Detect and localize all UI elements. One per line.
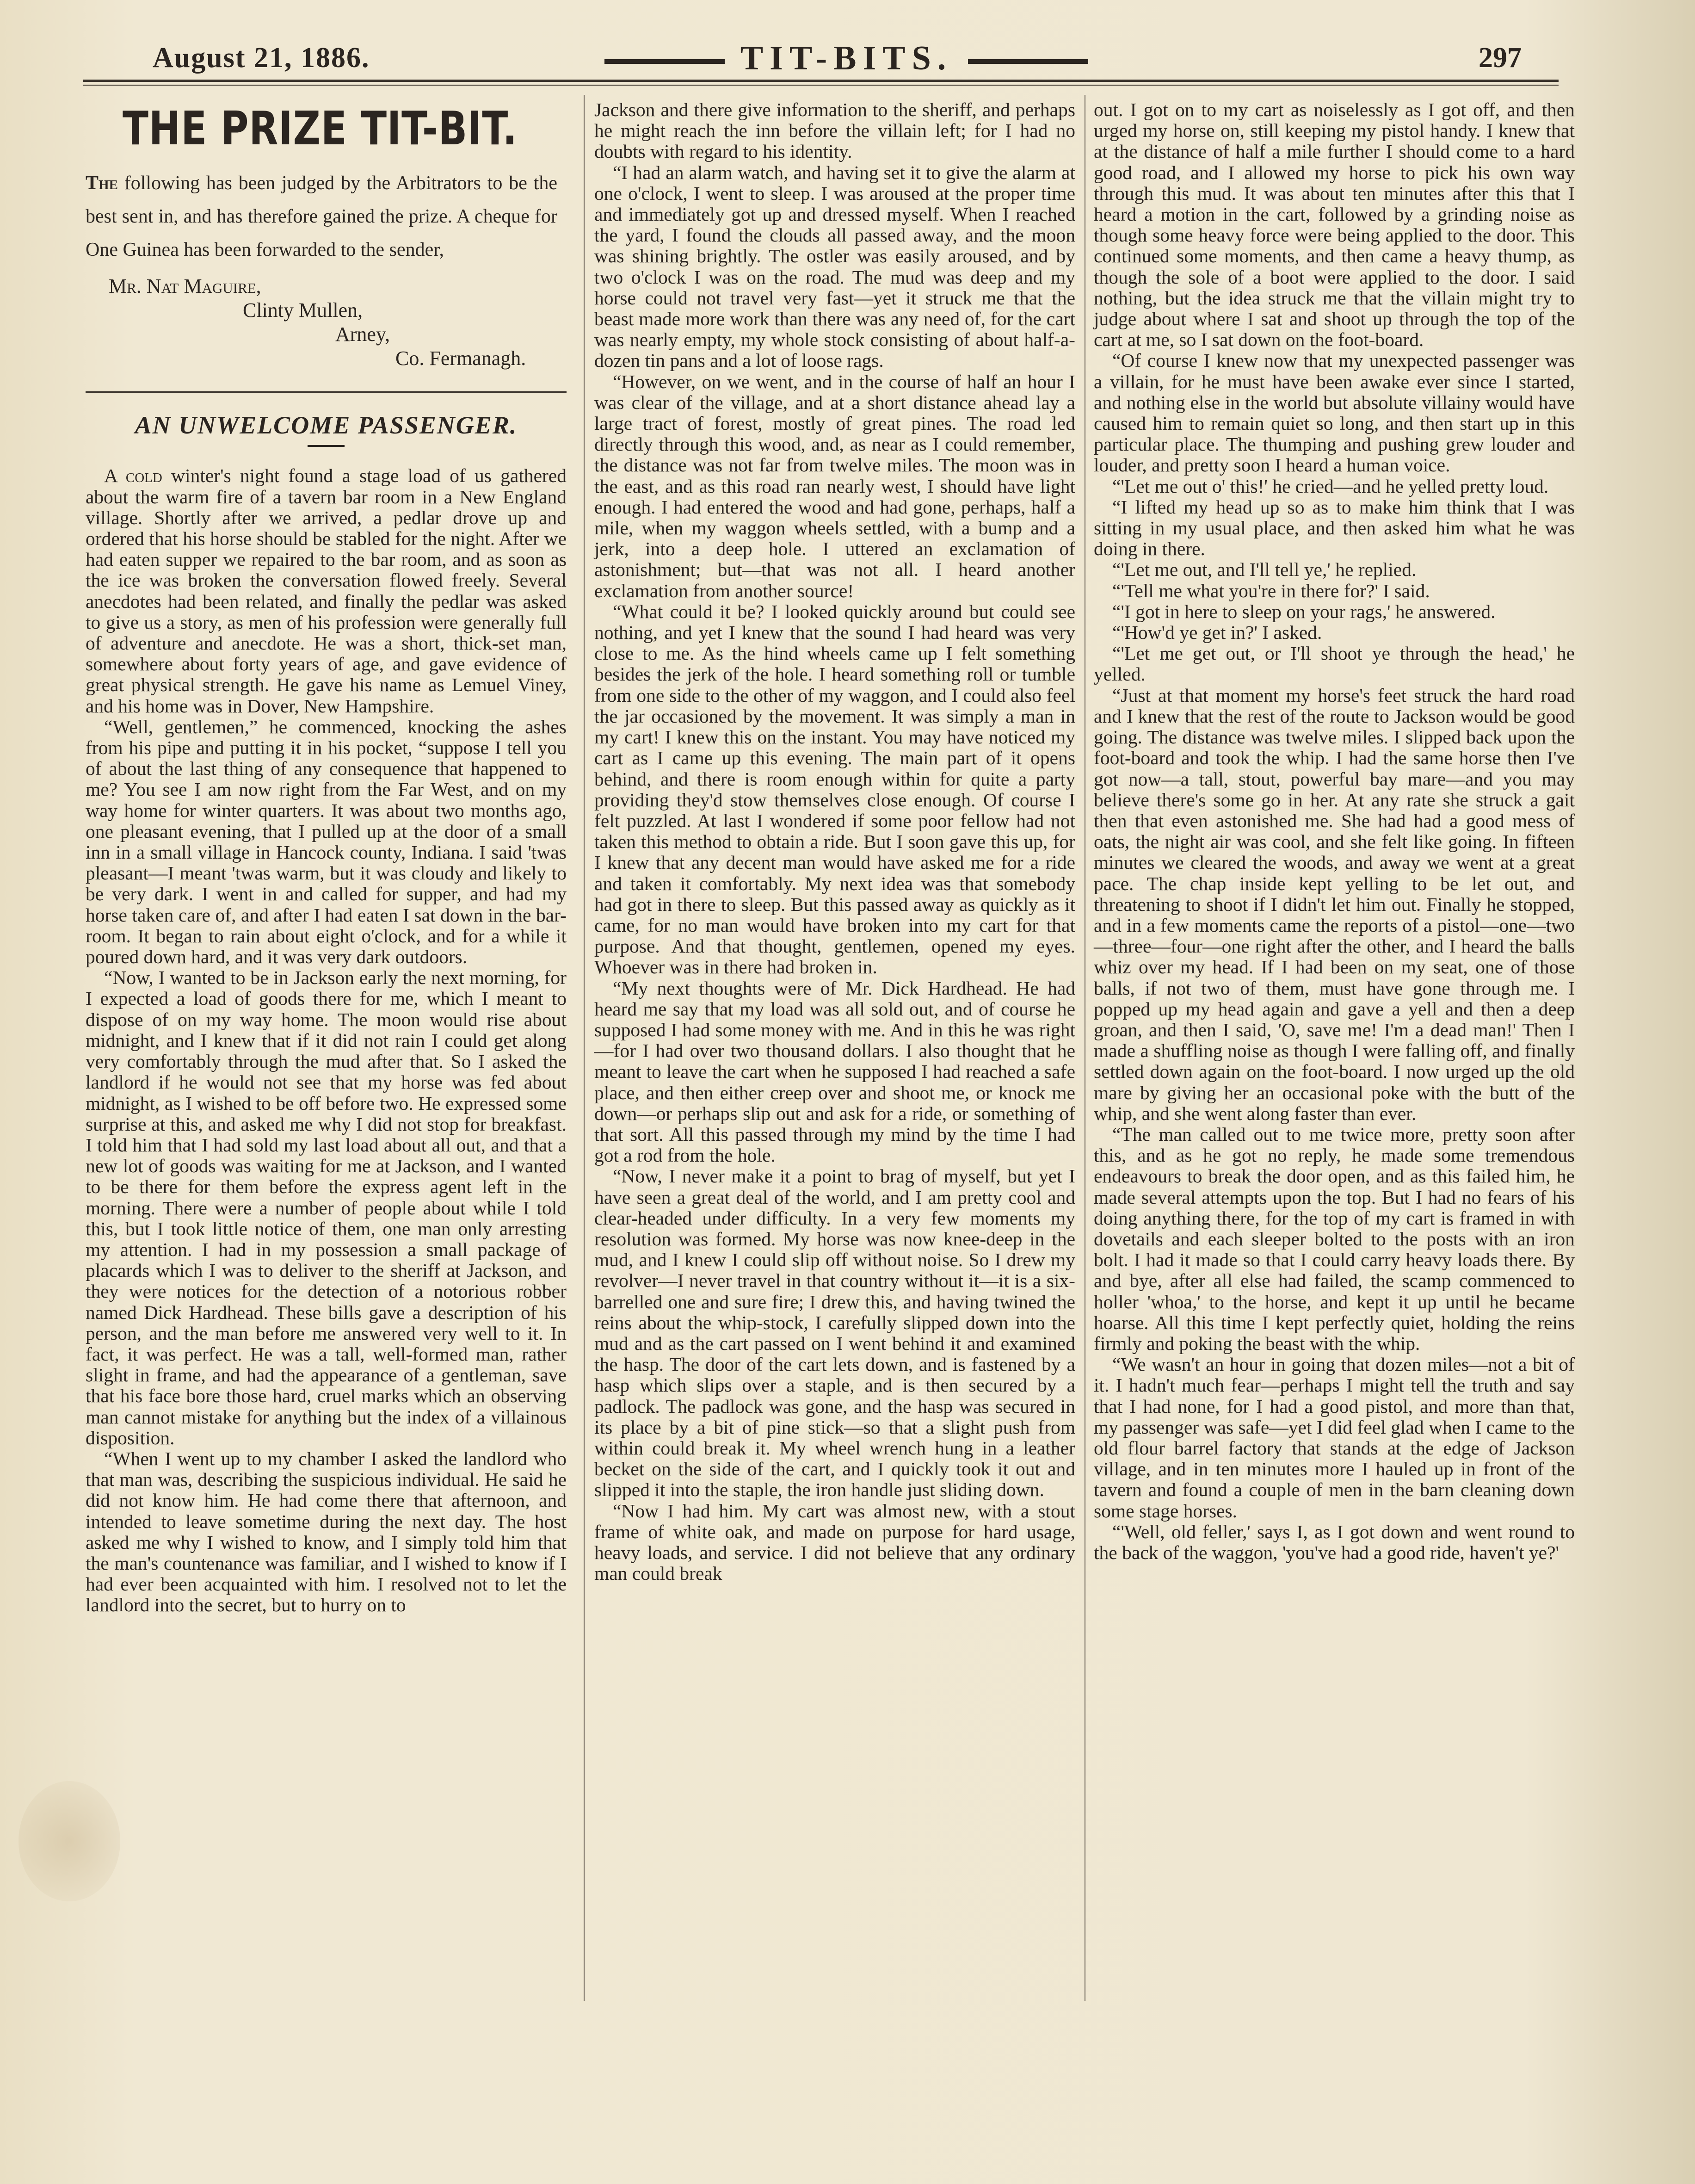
story-paragraph: “We wasn't an hour in going that dozen miles—not a bit of it. I hadn't much fear—perhaps I might tell the truth and say that I had none, for I had a good pistol, and more than that, my passenger was safe—yet I did feel glad when I came to the old flour barrel factory that stands at the edge of Jackson village, and in ten minutes more I hauled up in front of the tavern and found a couple of men in the barn cleaning down some stage horses. <box>1094 1354 1575 1522</box>
story-paragraph: “Now, I never make it a point to brag of myself, but yet I have seen a great deal of the world, and I am pretty cool and clear-headed under difficulty. In a very few moments my resolution was formed. My horse was now knee-deep in the mud, and I knew I could slip off without noise. So I drew my revolver—I never travel in that country without it—it is a six-barrelled one and sure fire; I drew this, and having twined the reins about the whip-stock, I carefully slipped down into the mud and as the cart passed on I went behind it and examined the hasp. The door of the cart lets down, and is fastened by a hasp which slips over a staple, and is then secured by a padlock. The padlock was gone, and the hasp was secured in its place by a bit of pine stick—so that a slight push from within could break it. My wheel wrench hung in a leather becket on the side of the cart, and I quickly took it out and slipped it into the staple, the iron handle just sliding down. <box>594 1165 1075 1501</box>
story-paragraph: “What could it be? I looked quickly around but could see nothing, and yet I knew that the sound I had heard was very close to me. As the hind wheels came up I felt something besides the jerk of the hole. I heard something roll or tumble from one side to the other of my waggon, and I could also feel the jar occasioned by the movement. It was simply a man in my cart! I knew this on the instant. You may have noticed my cart as I came up this evening. The main part of it opens behind, and there is room enough within for quite a party providing they'd stow themselves close enough. Of course I felt puzzled. At last I wondered if some poor fellow had not taken this method to obtain a ride. But I soon gave this up, for I knew that any decent man would have asked me for a ride and taken it comfortably. My next idea was that somebody had got in there to sleep. But this passed away as quickly as it came, for no man would have broken into my cart for that purpose. And that thought, gentlemen, opened my eyes. Whoever was in there had broken in. <box>594 600 1075 978</box>
prize-intro-text: following has been judged by the Arbitrators to be the best sent in, and has therefore gained the prize. A cheque for One Guinea has been forwarded to the sender, <box>86 173 557 261</box>
paper-stain <box>18 1781 120 1901</box>
issue-date: August 21, 1886. <box>153 42 370 74</box>
prize-intro <box>86 167 567 266</box>
prize-heading: THE PRIZE TIT-BIT. <box>123 101 518 155</box>
story-paragraph: Jackson and there give information to the sheriff, and perhaps he might reach the inn before the villain left; for I had no doubts with regard to his identity. <box>594 99 1075 162</box>
column-2 <box>594 99 1075 1584</box>
column-3 <box>1094 99 1575 1563</box>
winner-address-line: Co. Fermanagh. <box>395 347 526 370</box>
story-paragraph: “Now, I wanted to be in Jackson early the next morning, for I expected a load of goods there for me, which I meant to dispose of on my way home. The moon would rise about midnight, and I knew that if it did not rain I could get along very comfortably through the mud after that. So I asked the landlord if he would not see that my horse was fed about midnight, as I wished to be off before two. He expressed some surprise at this, and asked me why I did not stop for breakfast. I told him that I had sold my last load about all out, and that a new lot of goods was waiting for me at Jackson, and I wanted to be there for them before the express agent left in the morning. There were a number of people about while I told this, but I took little notice of them, one man only arresting my attention. I had in my possession a small package of placards which I was to deliver to the sheriff at Jackson, and they were notices for the detection of a notorious robber named Dick Hardhead. These bills gave a description of his person, and the man before me answered very well to it. In fact, it was perfect. He was a tall, well-formed man, rather slight in frame, and had the appearance of a gentleman, save that his face bore those hard, cruel marks which an observing man cannot mistake for anything but the index of a villainous disposition. <box>86 967 567 1448</box>
story-paragraph: “Now I had him. My cart was almost new, with a stout frame of white oak, and made on purpose for hard usage, heavy loads, and service. I did not believe that any ordinary man could break <box>594 1500 1075 1584</box>
winner-address <box>86 266 567 387</box>
story-paragraph: “'Well, old feller,' says I, as I got down and went round to the back of the waggon, 'you've had a good ride, haven't ye?' <box>1094 1521 1575 1564</box>
title-rule <box>308 445 345 447</box>
story-paragraph: “'Let me out, and I'll tell ye,' he replied. <box>1112 559 1417 581</box>
masthead-rule-right <box>968 59 1088 64</box>
masthead <box>153 39 1540 78</box>
story-paragraph: “When I went up to my chamber I asked the landlord who that man was, describing the suspicious individual. He said he did not know him. He had come there that afternoon, and intended to leave sometime during the next day. The host asked me why I wished to know, and I simply told him that the man's countenance was familiar, and I wished to know if I had ever been acquainted with him. I resolved not to let the landlord into the secret, but to hurry on to <box>86 1448 567 1616</box>
story-paragraph: “'Let me get out, or I'll shoot ye through the head,' he yelled. <box>1094 643 1575 685</box>
story-paragraph: “My next thoughts were of Mr. Dick Hardhead. He had heard me say that my load was all sold out, and of course he supposed I had some money with me. And in this he was right—for I had over two thousand dollars. I also thought that he meant to leave the cart when he supposed I had reached a safe place, and then either creep over and shoot me, or knock me down—or perhaps slip out and ask for a ride, or something of that sort. All this passed through my mind by the time I had got a rod from the hole. <box>594 977 1075 1166</box>
section-divider <box>86 391 567 396</box>
story-paragraph: “I had an alarm watch, and having set it to give the alarm at one o'clock, I went to sleep. I was aroused at the proper time and immediately got up and dressed myself. When I reached the yard, I found the clouds all passed away, and the moon was shining brightly. The ostler was easily aroused, and by two o'clock I was on the road. The mud was deep and my horse could not travel very fast—yet it struck me that the beast made more work than there was any need of, for the cart was nearly empty, my whole stock consisting of about half-a-dozen tin pans and a lot of loose rags. <box>594 161 1075 371</box>
story-paragraph: “'How'd ye get in?' I asked. <box>1112 622 1322 643</box>
story-paragraph: “'Let me out o' this!' he cried—and he yelled pretty loud. <box>1112 475 1549 497</box>
story-title: AN UNWELCOME PASSENGER. <box>135 411 518 439</box>
story-paragraph: “'Tell me what you're in there for?' I said. <box>1112 580 1430 601</box>
story-paragraph: “Just at that moment my horse's feet struck the hard road and I knew that the rest of the route to Jackson would be good going. The distance was twelve miles. I slipped back upon the foot-board and took the whip. I had the same horse then I've got now—a tall, stout, powerful bay mare—and you may believe there's some go in her. At any rate she struck a gait then that even astonished me. She had had a good mess of oats, the night air was cool, and she felt like going. In fifteen minutes we cleared the woods, and away we went at a great pace. The chap inside kept yelling to be let out, and threatening to shoot if I didn't let him out. Finally he stopped, and in a few moments came the reports of a pistol—one—two—three—four—one right after the other, and I heard the balls whiz over my head. If I had been on my seat, one of those balls, if not two of them, must have gone through me. I popped up my head again and gave a yell and then a deep groan, and then I said, 'O, save me! I'm a dead man!' Then I made a shuffling noise as though I were falling off, and finally settled down again on the foot-board. I now urged up the old mare by giving her an occasional poke with the butt of the whip, and she went along faster than ever. <box>1094 684 1575 1124</box>
header-rule-thin <box>83 85 1559 86</box>
column-1 <box>86 99 567 1616</box>
column-divider <box>584 95 585 2001</box>
story-paragraph: “I lifted my head up so as to make him think that I was sitting in my usual place, and then asked him what he was doing in there. <box>1094 496 1575 560</box>
page-number: 297 <box>1479 42 1522 74</box>
story-lead-caps: A cold <box>104 465 162 487</box>
prize-intro-lead: The <box>86 173 118 194</box>
winner-address-line: Arney, <box>335 323 390 346</box>
story-paragraph: “However, on we went, and in the course of half an hour I was clear of the village, and at a short distance ahead lay a large tract of forest, mostly of great pines. The road led directly through this wood, and, as near as I could remember, the distance was not far from twelve miles. The moon was in the east, and as this road ran nearly west, I should have light enough. I had entered the wood and had gone, perhaps, half a mile, when my waggon wheels settled, with a bump and a jerk, into a deep hole. I uttered an exclamation of astonishment; but—that was not all. I heard another exclamation from another source! <box>594 371 1075 601</box>
story-paragraph: “The man called out to me twice more, pretty soon after this, and as he got no reply, he made some tremendous endeavours to break the door open, and as this failed him, he made several attempts upon the top. But I had no fears of his doing anything there, for the top of my cart is framed in with dovetails and each sleeper bolted to the posts with an iron bolt. I had it made so that I could carry heavy loads there. By and bye, after all else had failed, the scamp commenced to holler 'whoa,' to the horse, and kept it up until he became hoarse. All this time I kept perfectly quiet, holding the reins firmly and poking the beast with the whip. <box>1094 1123 1575 1354</box>
header-rule <box>83 80 1559 82</box>
winner-name: Mr. Nat Maguire, <box>109 275 261 298</box>
masthead-rule-left <box>604 59 725 64</box>
story-paragraph <box>86 465 567 716</box>
story-paragraph: “Well, gentlemen,” he commenced, knocking the ashes from his pipe and putting it in his pocket, “suppose I tell you of about the last thing of any consequence that happened to me? You see I am now right from the Far West, and on my way home for winter quarters. It was about two months ago, one pleasant evening, that I pulled up at the door of a small inn in a small village in Hancock county, Indiana. I said 'twas pleasant—I meant 'twas warm, but it was cloudy and likely to be very dark. I went in and called for supper, and had my horse taken care of, and after I had eaten I sat down in the bar-room. It began to rain about eight o'clock, and for a while it poured down hard, and it was very dark outdoors. <box>86 716 567 968</box>
story-paragraph: “Of course I knew now that my unexpected passenger was a villain, for he must have been awake ever since I started, and nothing else in the world but absolute villainy would have caused him to remain quiet so long, and then start up in this particular place. The thumping and pushing grew louder and louder, and pretty soon I heard a human voice. <box>1094 350 1575 476</box>
winner-address-line: Clinty Mullen, <box>243 299 363 322</box>
masthead-title: TIT-BITS. <box>740 39 953 77</box>
story-paragraph-text: winter's night found a stage load of us gathered about the warm fire of a tavern bar room in a New England village. Shortly after we arrived, a pedlar drove up and ordered that his horse should be stabled for the night. After we had eaten supper we repaired to the bar room, and as soon as the ice was broken the conversation flowed freely. Several anecdotes had been related, and finally the pedlar was asked to give us a story, as men of his profession were generally full of adventure and anecdote. He was a short, thick-set man, somewhere about forty years of age, and gave evidence of great physical strength. He gave his name as Lemuel Viney, and his home was in Dover, New Hampshire. <box>86 465 567 717</box>
story-paragraph: “'I got in here to sleep on your rags,' he answered. <box>1112 600 1496 622</box>
story-paragraph: out. I got on to my cart as noiselessly as I got off, and then urged my horse on, still keeping my pistol handy. I knew that at the distance of half a mile further I should come to a hard good road, and I allowed my horse to pick his own way through this mud. It was about ten minutes after this that I heard a motion in the cart, followed by a grinding noise as though some heavy force were being applied to the door. This continued some moments, and then came a heavy thump, as though the sole of a boot were applied to the door. I said nothing, but the idea struck me that the villain might try to judge about where I sat and shoot up through the top of the cart at me, so I sat down on the foot-board. <box>1094 99 1575 351</box>
